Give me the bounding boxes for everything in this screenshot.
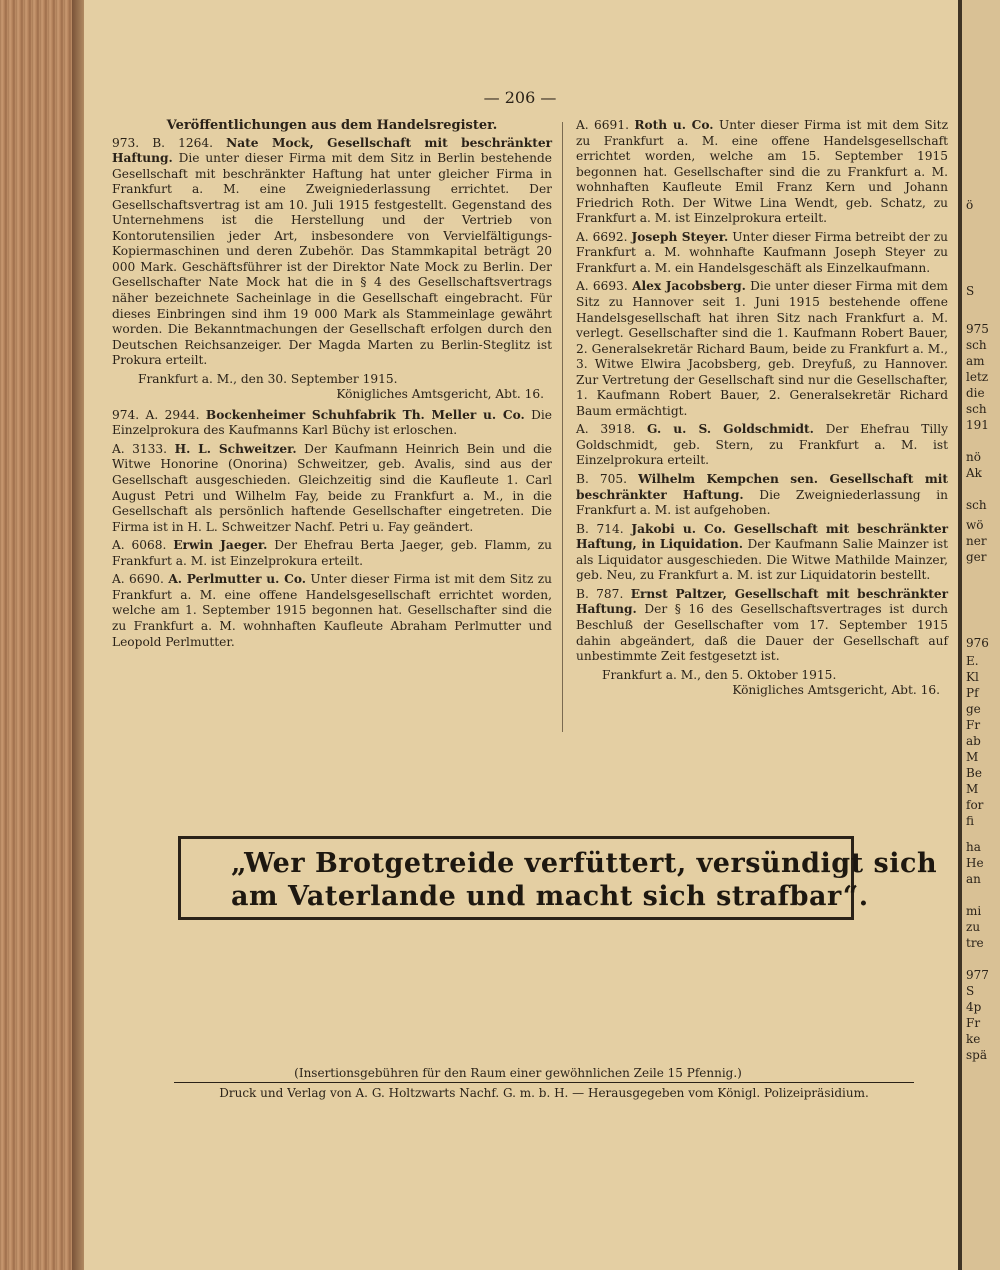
right-column [576, 118, 948, 704]
entry-text: Die Zweigniederlassung in Frankfurt a. M. ist aufgehoben. [576, 487, 948, 518]
next-page-fragment: Ak [966, 466, 982, 480]
court-signature: Königliches Amtsgericht, Abt. 16. [732, 683, 940, 698]
firm-name: A. Perlmutter u. Co. [168, 572, 307, 587]
register-entry [576, 472, 948, 519]
next-page-fragment: 977 [966, 968, 989, 982]
firm-name: Wilhelm Kempchen sen. Gesellschaft mit beschränkter Haftung. [576, 472, 948, 502]
register-entry [576, 118, 948, 227]
slogan-line-1: „Wer Brotgetreide verfüttert, versündigt sich [231, 848, 938, 879]
register-entry [576, 230, 948, 277]
entry-text: Der § 16 des Gesellschaftsvertrages ist durch Beschluß der Gesellschafter vom 17. September 1915 dahin abgeändert, daß die Dauer der Gesellschaft auf unbestimmte Zeit festgesetzt ist. [576, 602, 948, 664]
entry-label: A. 3133. [112, 441, 168, 456]
next-page-fragment: Kl [966, 670, 979, 684]
next-page-fragment: Fr [966, 1016, 981, 1030]
next-page-fragment: ab [966, 734, 981, 748]
next-page-fragment: sch [966, 402, 987, 416]
entry-text: Der Kaufmann Salie Mainzer ist als Liquidator ausgeschieden. Die Witwe Mathilde Mainzer, geb. Neu, zu Frankfurt a. M. ist zur Liquidatorin bestellt. [576, 537, 949, 583]
next-page-fragment: He [966, 856, 984, 870]
firm-name: Roth u. Co. [634, 118, 714, 132]
entry-label: A. 6692. [576, 229, 628, 244]
entry-text: Die Einzelprokura des Kaufmanns Karl Büchy ist erloschen. [112, 407, 553, 438]
court-signature: Königliches Amtsgericht, Abt. 16. [336, 387, 544, 402]
next-page-fragment: Be [966, 766, 982, 780]
next-page-fragment: 975 [966, 322, 989, 336]
next-page-fragment: sch [966, 338, 987, 352]
place-date: Frankfurt a. M., den 30. September 1915. [138, 371, 398, 386]
next-page-fragment: Fr [966, 718, 981, 732]
firm-name: Bockenheimer Schuhfabrik Th. Meller u. Co. [205, 407, 525, 422]
next-page-fragment: wö [966, 518, 984, 532]
next-page-fragment: ha [966, 840, 981, 854]
next-page-fragment: ge [966, 702, 981, 716]
column-rule [562, 122, 563, 732]
entry-label: 973. B. 1264. [112, 135, 214, 150]
entry-label: A. 6693. [576, 279, 628, 294]
entry-text: Die unter dieser Firma mit dem Sitz zu Hannover seit 1. Juni 1915 bestehende offene Handelsgesellschaft hat ihren Sitz nach Frankfurt a. M. verlegt. Gesellschafter sind die 1. Kaufmann Robert Bauer, 2. Generalsekretär Richard Baum, beide zu Frankfurt a. M., 3. Witwe Elwira Jacobsberg, geb. Dreyfuß, zu Hannover. Zur Vertretung der Gesellschaft sind nur die Gesellschafter, 1. Kaufmann Robert Bauer, 2. Generalsekretär Richard Baum ermächtigt. [576, 279, 948, 418]
entry-text: Der Kaufmann Heinrich Bein und die Witwe Honorine (Onorina) Schweitzer, geb. Avalis, sind aus der Gesellschaft ausgeschieden. Gleichzeitig sind die Kaufleute 1. Carl August Petri und Wilhelm Fay, beide zu Frankfurt a. M., in die Gesellschaft als persönlich haftende Gesellschafter eingetreten. Die Firma ist in H. L. Schweitzer Nachf. Petri u. Fay geändert. [112, 441, 553, 534]
next-page-fragment: die [966, 386, 985, 400]
firm-name: Joseph Steyer. [631, 229, 729, 244]
register-entry [576, 522, 948, 584]
next-page-fragment: M [966, 750, 979, 764]
section-heading: Veröffentlichungen aus dem Handelsregister. [166, 118, 498, 133]
firm-name: Nate Mock, Gesellschaft mit beschränkter Haftung. [112, 135, 553, 166]
entry-label: B. 714. [576, 521, 624, 536]
left-column [112, 118, 552, 653]
entry-text: Der Ehefrau Berta Jaeger, geb. Flamm, zu Frankfurt a. M. ist Einzelprokura erteilt. [112, 538, 552, 568]
firm-name: Jakobi u. Co. Gesellschaft mit beschränkter Haftung, in Liquidation. [576, 521, 948, 552]
next-page-fragment: for [966, 798, 984, 812]
next-page-fragment: 976 [966, 636, 989, 650]
slogan-line-2: am Vaterlande und macht sich strafbar“. [231, 881, 869, 912]
firm-name: Erwin Jaeger. [173, 538, 268, 553]
slogan-banner [178, 836, 938, 920]
register-entry [576, 422, 948, 469]
book-spine-edge [0, 0, 80, 1270]
footer-rule [174, 1082, 914, 1083]
next-page-fragment: letz [966, 370, 989, 384]
entry-label: 974. A. 2944. [112, 407, 200, 422]
next-page-fragment: mi [966, 904, 982, 918]
next-page-fragment: nö [966, 450, 981, 464]
next-page-fragment: am [966, 354, 985, 368]
next-page-fragment: S [966, 284, 975, 298]
next-page-fragment: spä [966, 1048, 987, 1062]
register-entry [112, 136, 552, 369]
entry-text: Die unter dieser Firma mit dem Sitz in Berlin bestehende Gesellschaft mit beschränkter Haftung hat unter gleicher Firma in Frankfurt a. M. eine Zweigniederlassung errichtet. Der Gesellschaftsvertrag ist am 10. Juli 1915 festgestellt. Gegenstand des Unternehmens ist die Herstellung und der Vertrieb von Kontorutensilien jeder Art, insbesondere von Vervielfältigungs-Kopiermaschinen und deren Zubehör. Das Stammkapital beträgt 20 000 Mark. Geschäftsführer ist der Direktor Nate Mock zu Berlin. Der Gesellschafter Nate Mock hat die in § 4 des Gesellschaftsvertrags näher bezeichnete Sacheinlage in die Gesellschaft eingebracht. Für dieses Einbringen sind ihm 19 000 Mark als Stammeinlage gewährt worden. Die Bekanntmachungen der Gesellschaft erfolgen durch den Deutschen Reichsanzeiger. Der Magda Marten zu Berlin-Steglitz ist Prokura erteilt. [112, 151, 553, 368]
next-page-fragment: sch [966, 498, 987, 512]
page-number: — 206 — [483, 88, 557, 107]
firm-name: Alex Jacobsberg. [632, 279, 746, 294]
register-entry [112, 442, 552, 535]
entry-label: A. 6068. [112, 538, 167, 553]
entry-text: Unter dieser Firma ist mit dem Sitz zu Frankfurt a. M. eine offene Handelsgesellschaft errichtet worden, welche am 15. September 1915 begonnen hat. Gesellschafter sind die zu Frankfurt a. M. wohnhaften Kaufleute Emil Franz Kern und Johann Friedrich Roth. Der Witwe Lina Wendt, geb. Schatz, zu Frankfurt a. M. ist Einzelprokura erteilt. [576, 118, 949, 226]
imprint-line: Druck und Verlag von A. G. Holtzwarts Nachf. G. m. b. H. — Herausgegeben vom Königl. Polizeipräsidium. [219, 1086, 869, 1100]
next-page-fragment: an [966, 872, 981, 886]
next-page-fragment: fi [966, 814, 975, 828]
entry-label: A. 6690. [112, 572, 164, 587]
spine-shadow [72, 0, 84, 1270]
entry-text: Unter dieser Firma betreibt der zu Frankfurt a. M. wohnhafte Kaufmann Joseph Steyer zu Frankfurt a. M. ein Handelsgeschäft als Einzelkaufmann. [576, 229, 949, 275]
register-entry [112, 408, 552, 439]
next-page-fragment: ger [966, 550, 987, 564]
register-entry [112, 572, 552, 650]
firm-name: Ernst Paltzer, Gesellschaft mit beschränkter Haftung. [576, 586, 949, 617]
next-page-fragment: S [966, 984, 975, 998]
next-page-fragment: E. [966, 654, 979, 668]
register-entry [576, 279, 948, 419]
next-page-fragment: tre [966, 936, 984, 950]
place-date: Frankfurt a. M., den 5. Oktober 1915. [602, 667, 837, 682]
entry-label: B. 787. [576, 586, 624, 601]
next-page-fragment: zu [966, 920, 981, 934]
entry-text: Der Ehefrau Tilly Goldschmidt, geb. Stern, zu Frankfurt a. M. ist Einzelprokura erteilt. [576, 422, 948, 468]
next-page-fragment: ner [966, 534, 987, 548]
firm-name: G. u. S. Goldschmidt. [647, 422, 814, 437]
next-page-fragment: ke [966, 1032, 981, 1046]
next-page-fragment: ö [966, 198, 974, 212]
entry-text: Unter dieser Firma ist mit dem Sitz zu Frankfurt a. M. eine offene Handelsgesellschaft errichtet worden, welche am 1. September 1915 begonnen hat. Gesellschafter sind die zu Frankfurt a. M. wohnhaften Kaufleute Abraham Perlmutter und Leopold Perlmutter. [112, 572, 553, 649]
next-page-fragment: 4p [966, 1000, 982, 1014]
register-entry [112, 538, 552, 569]
register-entry [576, 587, 948, 665]
firm-name: H. L. Schweitzer. [174, 441, 297, 456]
entry-label: B. 705. [576, 472, 628, 487]
next-page-fragment: Pf [966, 686, 979, 700]
entry-label: A. 6691. [576, 118, 629, 132]
next-page-fragment: M [966, 782, 979, 796]
entry-label: A. 3918. [576, 422, 636, 437]
next-page-edge [962, 0, 1000, 1270]
insertion-fee-note: (Insertionsgebühren für den Raum einer gewöhnlichen Zeile 15 Pfennig.) [294, 1066, 742, 1080]
next-page-fragment: 191 [966, 418, 989, 432]
